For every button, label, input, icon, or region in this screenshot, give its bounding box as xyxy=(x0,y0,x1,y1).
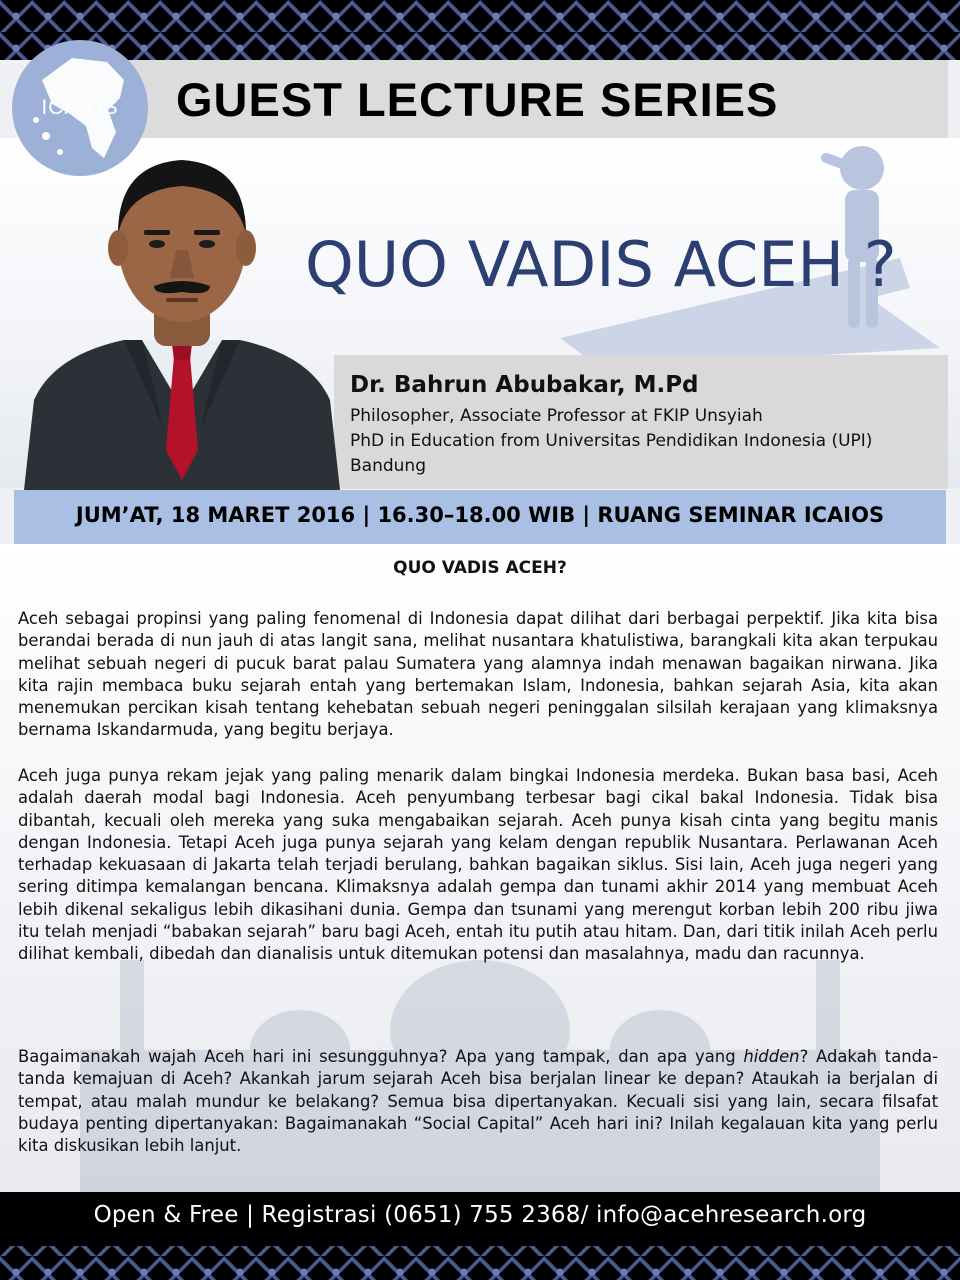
speaker-title-line: Philosopher, Associate Professor at FKIP Unsyiah xyxy=(350,406,763,426)
article-paragraph-3-emphasis: hidden xyxy=(743,1047,800,1066)
logo-text: ICAIOS xyxy=(41,96,119,119)
speaker-location-line: Bandung xyxy=(350,456,426,476)
series-title: GUEST LECTURE SERIES xyxy=(176,73,779,126)
article-paragraph-1: Aceh sebagai propinsi yang paling fenomenal di Indonesia dapat dilihat dari berbagai perpektif. Jika kita bisa berandai berada di nun jauh di atas langit sana, melihat nusantara khatulistiwa, barangkali kita akan terpukau melihat sebuah negeri di pucuk barat palau Sumatera yang alamnya indah menawan bagaikan nirwana. Jika kita rajin membaca buku sejarah entah yang bertemakan Islam, Indonesia, bahkan sejarah Asia, kita akan menemukan percikan kisah tentang kehebatan sebuah negeri peninggalan silsilah kerajaan yang klimaksnya bernama Iskandarmuda, yang begitu berjaya. xyxy=(18,609,938,740)
article-paragraph-2: Aceh juga punya rekam jejak yang paling menarik dalam bingkai Indonesia merdeka. Bukan basa basi, Aceh adalah daerah modal bagi Indonesia. Aceh penyumbang terbesar bagi cikal bakal Indonesia. Tidak bisa dibantah, kecuali oleh mereka yang suka mengabaikan sejarah. Aceh punya kisah cinta yang begitu manis dengan Indonesia. Tetapi Aceh juga punya sejarah yang kelam dengan republik Nusantara. Perlawanan Aceh terhadap kekuasaan di Jakarta telah terjadi berulang, bahkan bagaikan siklus. Sisi lain, Aceh juga negeri yang sering ditimpa kemalangan bencana. Klimaksnya adalah gempa dan tunami akhir 2014 yang membuat Aceh lebih dikenal sekaligus lebih dikasihani dunia. Gempa dan tsunami yang merengut korban lebih 200 ribu jiwa itu telah menjadi “babakan sejarah” baru bagi Aceh, entah itu putih atau hitam. Dan, dari titik inilah Aceh perlu dilihat kembali, dibedah dan dianalisis untuk ditemukan potensi dan masalahnya, madu dan racunnya. xyxy=(18,766,938,964)
speaker-name: Dr. Bahrun Abubakar, M.Pd xyxy=(350,372,699,398)
speaker-education-line: PhD in Education from Universitas Pendidikan Indonesia (UPI) xyxy=(350,431,873,451)
article-paragraph-3-part-a: Bagaimanakah wajah Aceh hari ini sesungguhnya? Apa yang tampak, dan apa yang xyxy=(18,1047,744,1066)
schedule-text: JUM’AT, 18 MARET 2016 | 16.30–18.00 WIB | RUANG SEMINAR ICAIOS xyxy=(75,503,885,527)
article-paragraph-3-part-b: ? Adakah tanda-tanda kemajuan di Aceh? Akankah jarum sejarah Aceh bisa berjalan linear ke depan? Ataukah ia berjalan di tempat, atau malah mundur ke belakang? Semua bisa dipertanyakan. Kecuali sisi yang lain, secara filsafat budaya penting dipertanyakan: Bagaimanakah “Social Capital” Aceh hari ini? Inilah kegalauan kita yang perlu kita diskusikan lebih lanjut. xyxy=(18,1047,938,1156)
lecture-title: QUO VADIS ACEH ? xyxy=(305,228,897,301)
article-paragraph-3 xyxy=(18,1046,938,1157)
footer-contact: Open & Free | Registrasi (0651) 755 2368/ info@acehresearch.org xyxy=(93,1202,867,1228)
speaker-photo xyxy=(14,150,350,490)
article-heading: QUO VADIS ACEH? xyxy=(393,558,567,578)
